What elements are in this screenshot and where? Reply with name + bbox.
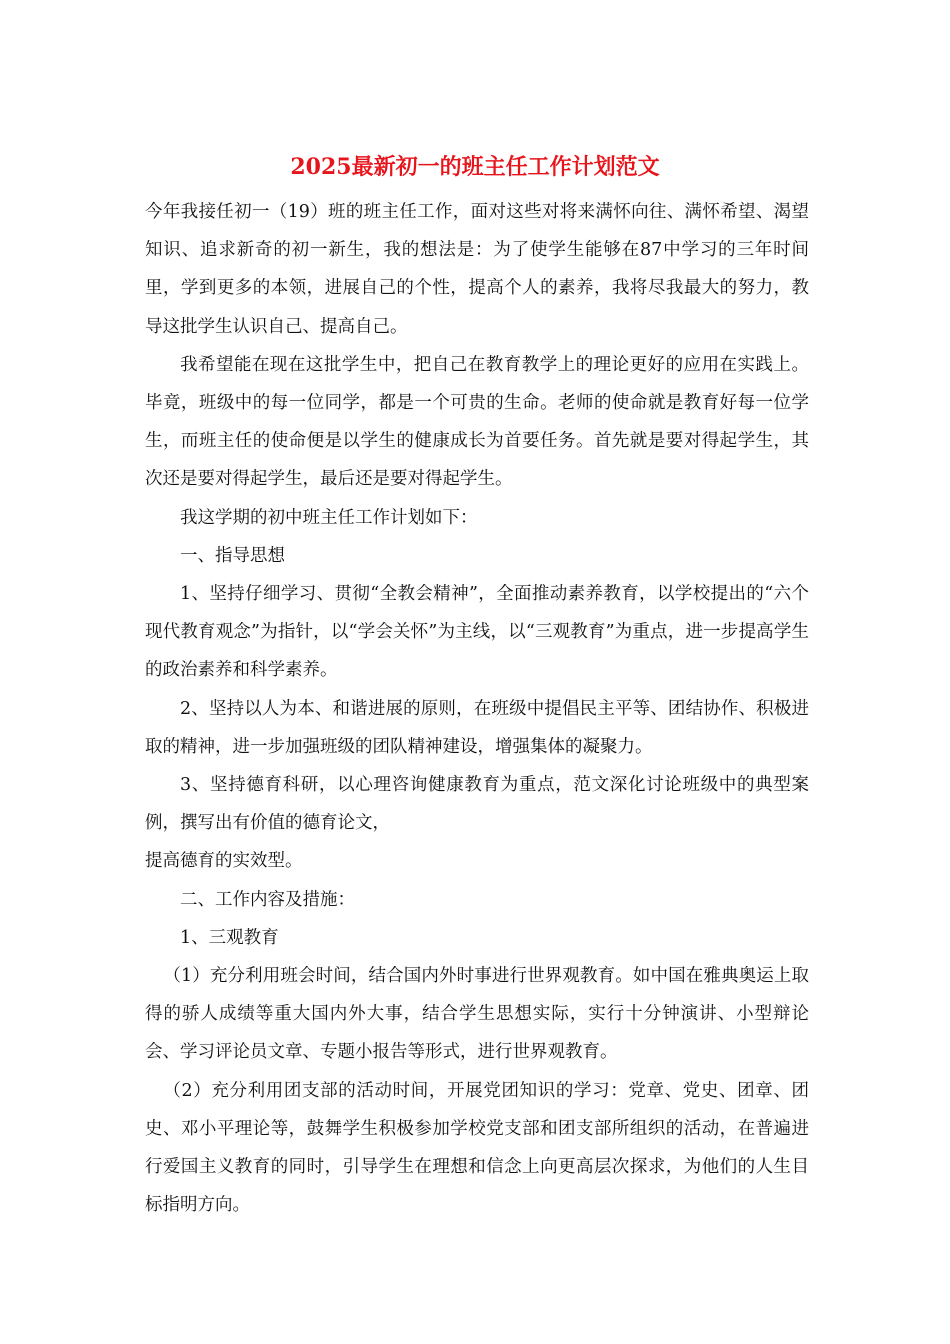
subsection-heading-three-views: 1、三观教育: [180, 927, 279, 948]
paragraph-guideline-3: 3、坚持德育科研，以心理咨询健康教育为重点，范文深化讨论班级中的典型案例，撰写出有价值的德育论文，: [145, 775, 809, 834]
paragraph-guideline-2: 2、坚持以人为本、和谐进展的原则，在班级中提倡民主平等、团结协作、积极进取的精神，进一步加强班级的团队精神建设，增强集体的凝聚力。: [145, 698, 809, 757]
paragraph-intro: 今年我接任初一（19）班的班主任工作，面对这些对将来满怀向往、满怀希望、渴望知识、追求新奇的初一新生，我的想法是：为了使学生能够在87中学习的三年时间里，学到更多的本领，进展自己的个性，提高个人的素养，我将尽我最大的努力，教导这批学生认识自己、提高自己。: [145, 202, 809, 337]
paragraph-measure-1: （1）充分利用班会时间，结合国内外时事进行世界观教育。如中国在雅典奥运上取得的骄人成绩等重大国内外大事，结合学生思想实际，实行十分钟演讲、小型辩论会、学习评论员文章、专题小报告等形式，进行世界观教育。: [145, 966, 809, 1063]
paragraph-guideline-1: 1、坚持仔细学习、贯彻“全教会精神”，全面推动素养教育，以学校提出的“六个现代教育观念”为指针，以“学会关怀”为主线，以“三观教育”为重点，进一步提高学生的政治素养和科学素养。: [145, 584, 809, 681]
paragraph-hope: 我希望能在现在这批学生中，把自己在教育教学上的理论更好的应用在实践上。毕竟，班级中的每一位同学，都是一个可贵的生命。老师的使命就是教育好每一位学生，而班主任的使命便是以学生的健康成长为首要任务。首先就是要对得起学生，其次还是要对得起学生，最后还是要对得起学生。: [145, 354, 809, 490]
paragraph-guideline-3-continued: 提高德育的实效型。: [145, 851, 303, 872]
section-heading-guiding-thought: 一、指导思想: [180, 545, 285, 566]
document-body: [145, 193, 809, 1224]
section-heading-work-content: 二、工作内容及措施：: [180, 889, 355, 910]
paragraph-measure-2: （2）充分利用团支部的活动时间，开展党团知识的学习：党章、党史、团章、团史、邓小平理论等，鼓舞学生积极参加学校党支部和团支部所组织的活动，在普遍进行爱国主义教育的同时，引导学生在理想和信念上向更高层次探求，为他们的人生目标指明方向。: [145, 1080, 809, 1216]
paragraph-plan-lead: 我这学期的初中班主任工作计划如下：: [180, 507, 478, 528]
document-title: 2025最新初一的班主任工作计划范文: [290, 154, 660, 180]
